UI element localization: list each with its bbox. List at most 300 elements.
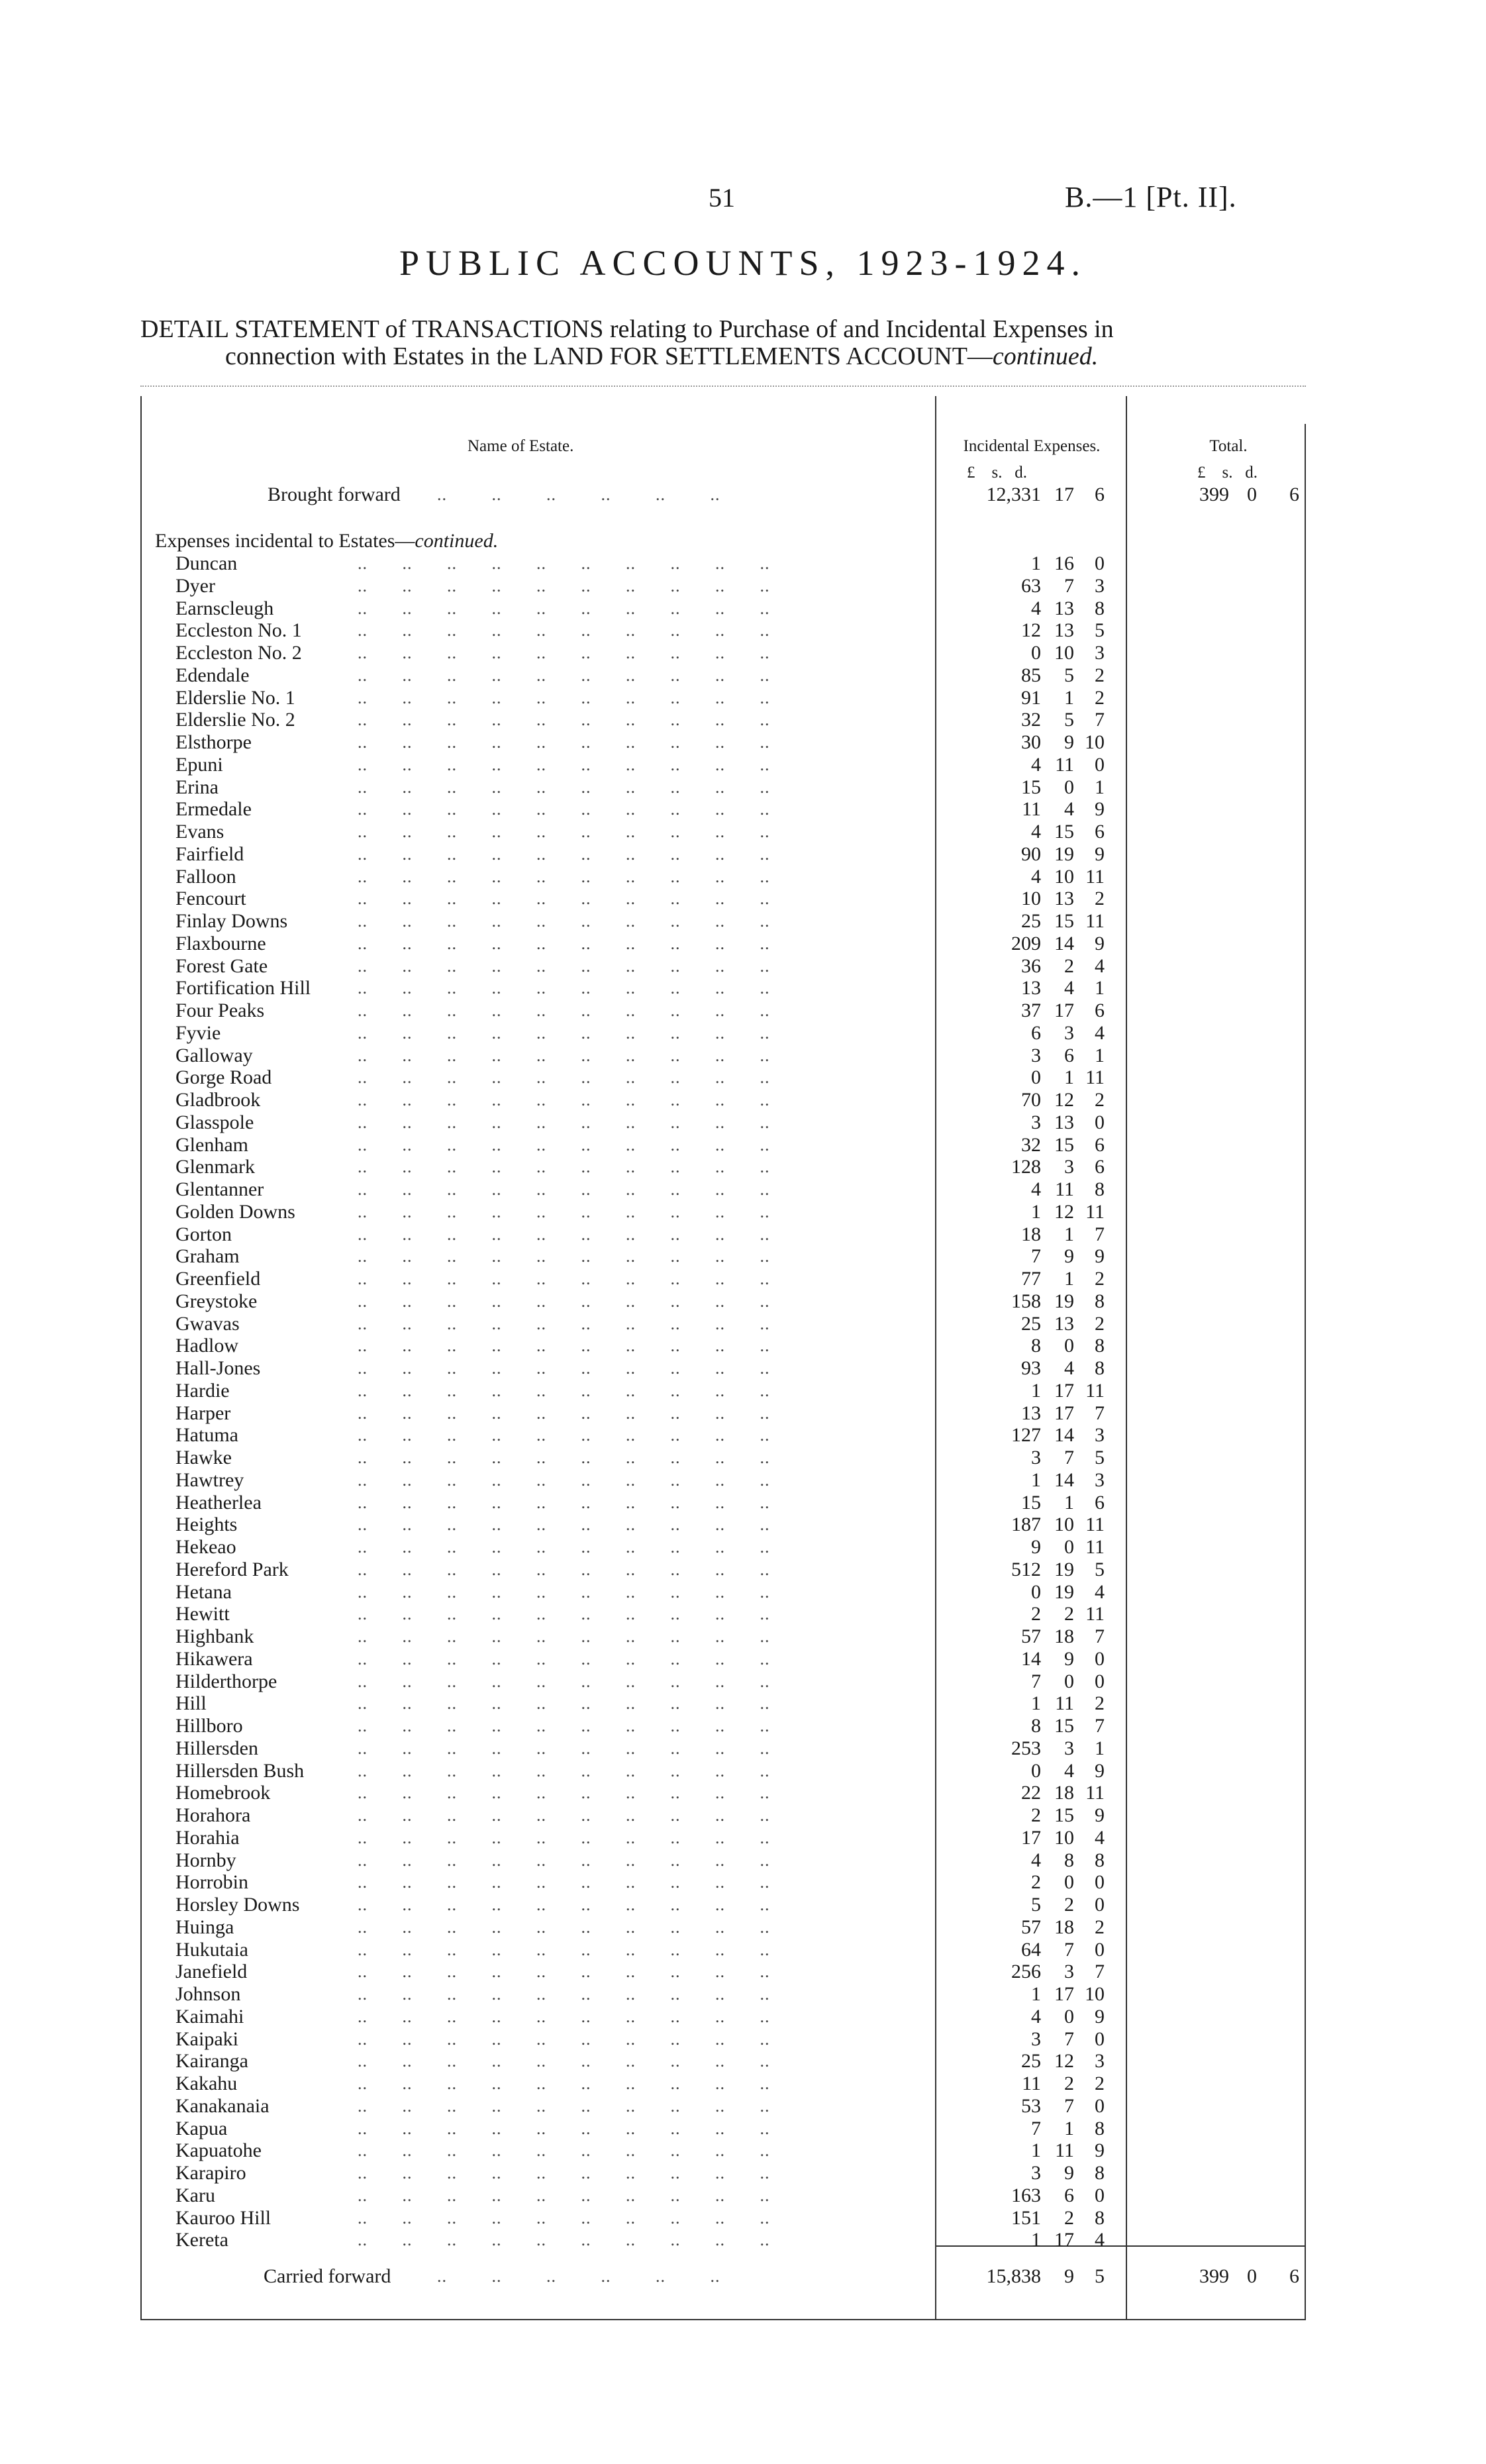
- incidental-pounds: 30: [1021, 731, 1041, 753]
- table-row: [0, 1961, 1486, 1982]
- incidental-shillings: 18: [1054, 1782, 1074, 1804]
- estate-name: Glasspole: [175, 1111, 254, 1133]
- table-row: [0, 1469, 1486, 1491]
- incidental-pounds: 12: [1021, 619, 1041, 642]
- estate-name: Highbank: [175, 1625, 254, 1647]
- incidental-shillings: 4: [1064, 798, 1074, 821]
- section-heading-italic: continued.: [415, 530, 499, 552]
- estate-name: Elderslie No. 1: [175, 686, 295, 709]
- leader-dots: .. .. .. .. .. .. .. .. .. ..: [358, 933, 770, 953]
- leader-dots: .. .. .. .. .. .. .. .. .. ..: [358, 1291, 770, 1311]
- estate-name: Finlay Downs: [175, 910, 288, 932]
- leader-dots: .. .. .. .. .. .. .. .. .. ..: [358, 1716, 770, 1735]
- incidental-pence: 0: [1095, 1894, 1105, 1916]
- incidental-pounds: 7: [1031, 1670, 1041, 1692]
- incidental-shillings: 17: [1054, 1402, 1074, 1424]
- table-row: [0, 1536, 1486, 1558]
- incidental-shillings: 14: [1054, 932, 1074, 954]
- leader-dots: .. .. .. .. .. .. .. .. .. ..: [358, 2141, 770, 2161]
- incidental-pounds: 25: [1021, 2050, 1041, 2073]
- estate-name: Glenmark: [175, 1156, 255, 1178]
- leader-dots: .. .. .. .. .. .. .. .. .. ..: [358, 1001, 770, 1020]
- page-title: PUBLIC ACCOUNTS, 1923-1924.: [399, 243, 1087, 283]
- incidental-shillings: 14: [1054, 1468, 1074, 1491]
- carried-forward-total-pounds: 399: [1199, 2265, 1229, 2287]
- leader-dots: .. .. .. .. .. .. .. .. .. ..: [358, 1380, 770, 1400]
- incidental-shillings: 13: [1054, 888, 1074, 910]
- incidental-shillings: 19: [1054, 1290, 1074, 1312]
- table-row: [0, 2050, 1486, 2072]
- leader-dots: .. .. .. .. .. .. .. .. .. ..: [358, 2051, 770, 2071]
- estate-name: Hillersden: [175, 1737, 258, 1759]
- table-row: [0, 1916, 1486, 1938]
- incidental-pounds: 4: [1031, 2005, 1041, 2028]
- estate-name: Heatherlea: [175, 1491, 262, 1514]
- incidental-shillings: 0: [1064, 1670, 1074, 1692]
- incidental-pence: 2: [1095, 1089, 1105, 1111]
- incidental-pence: 2: [1095, 664, 1105, 686]
- incidental-pence: 8: [1095, 2162, 1105, 2184]
- incidental-shillings: 19: [1054, 1580, 1074, 1603]
- leader-dots: .. .. .. .. .. .. .. .. .. ..: [358, 1313, 770, 1333]
- leader-dots: .. .. .. .. .. .. .. .. .. ..: [358, 1135, 770, 1155]
- incidental-pence: 5: [1095, 1558, 1105, 1580]
- document-reference: B.—1 [Pt. II].: [1065, 181, 1237, 213]
- incidental-shillings: 3: [1064, 1156, 1074, 1178]
- table-row: [0, 1380, 1486, 1402]
- incidental-pence: 9: [1095, 1804, 1105, 1826]
- incidental-pence: 6: [1095, 1156, 1105, 1178]
- incidental-pence: 9: [1095, 843, 1105, 865]
- incidental-shillings: 7: [1064, 1938, 1074, 1961]
- incidental-pounds: 11: [1022, 2073, 1041, 2094]
- incidental-pounds: 0: [1031, 1066, 1041, 1089]
- incidental-pence: 1: [1095, 1044, 1105, 1066]
- incidental-pence: 2: [1095, 1268, 1105, 1290]
- incidental-pounds: 3: [1031, 1111, 1041, 1133]
- estate-name: Earnscleugh: [175, 597, 274, 619]
- incidental-pounds: 7: [1031, 1245, 1041, 1268]
- incidental-shillings: 2: [1064, 2206, 1074, 2229]
- incidental-shillings: 11: [1055, 1692, 1074, 1715]
- incidental-pence: 2: [1095, 1916, 1105, 1938]
- estate-name: Glenham: [175, 1133, 248, 1156]
- incidental-pence: 6: [1095, 1133, 1105, 1156]
- estate-name: Hornby: [175, 1849, 236, 1871]
- incidental-pence: 8: [1095, 1335, 1105, 1357]
- incidental-pence: 0: [1095, 1871, 1105, 1894]
- incidental-pounds: 22: [1021, 1782, 1041, 1804]
- leader-dots: .. .. .. .. .. .. .. .. .. ..: [358, 1559, 770, 1579]
- estate-name: Hillboro: [175, 1715, 243, 1737]
- table-row: [0, 821, 1486, 843]
- table-row: [0, 2006, 1486, 2028]
- leader-dots: .. .. .. .. .. .. .. .. .. ..: [358, 911, 770, 931]
- incidental-pence: 7: [1095, 1625, 1105, 1647]
- table-row: [0, 2028, 1486, 2050]
- incidental-pounds: 1: [1031, 1200, 1041, 1223]
- table-row: [0, 866, 1486, 888]
- table-row: [0, 1245, 1486, 1267]
- estate-name: Fencourt: [175, 888, 246, 910]
- incidental-shillings: 15: [1054, 1715, 1074, 1737]
- table-row: [0, 2095, 1486, 2117]
- incidental-shillings: 13: [1054, 1111, 1074, 1133]
- estate-name: Greenfield: [175, 1268, 261, 1290]
- estate-name: Hawtrey: [175, 1468, 244, 1491]
- incidental-pence: 4: [1095, 1580, 1105, 1603]
- estate-name: Kapua: [175, 2117, 228, 2139]
- estate-name: Kereta: [175, 2229, 228, 2251]
- estate-name: Duncan: [175, 552, 238, 574]
- table-row: [0, 1268, 1486, 1290]
- incidental-pence: 6: [1095, 1000, 1105, 1021]
- incidental-shillings: 15: [1054, 821, 1074, 843]
- table-row: [0, 2162, 1486, 2184]
- incidental-pence: 9: [1095, 1759, 1105, 1782]
- incidental-shillings: 4: [1064, 1759, 1074, 1782]
- incidental-pounds: 2: [1031, 1603, 1041, 1625]
- incidental-shillings: 15: [1054, 1133, 1074, 1156]
- incidental-pounds: 25: [1021, 1312, 1041, 1335]
- incidental-pence: 11: [1085, 1782, 1105, 1804]
- incidental-shillings: 1: [1064, 1223, 1074, 1245]
- table-row: [0, 1804, 1486, 1826]
- table-row: [0, 1514, 1486, 1535]
- table-row: [0, 754, 1486, 776]
- incidental-pence: 9: [1095, 932, 1105, 954]
- leader-dots: .. .. .. .. .. .. .. .. .. ..: [358, 1157, 770, 1177]
- table-row: [0, 1603, 1486, 1625]
- leader-dots: .. .. .. .. .. .. .. .. .. ..: [358, 576, 770, 595]
- incidental-pounds: 63: [1021, 574, 1041, 597]
- incidental-shillings: 9: [1064, 731, 1074, 753]
- incidental-pounds: 85: [1021, 664, 1041, 686]
- estate-name: Heights: [175, 1514, 238, 1536]
- incidental-pence: 11: [1085, 1514, 1105, 1536]
- leader-dots: .. .. .. .. .. .. .. .. .. ..: [358, 1515, 770, 1535]
- incidental-pence: 0: [1095, 2184, 1105, 2206]
- incidental-shillings: 1: [1064, 686, 1074, 709]
- leader-dots: .. .. .. .. .. .. .. .. .. ..: [358, 799, 770, 819]
- incidental-pence: 3: [1095, 1468, 1105, 1491]
- table-row: [0, 642, 1486, 664]
- incidental-shillings: 4: [1064, 1357, 1074, 1379]
- table-row: [0, 2229, 1486, 2251]
- incidental-pence: 0: [1095, 552, 1105, 574]
- leader-dots: .. .. .. .. .. .. .. .. .. ..: [358, 1962, 770, 1982]
- estate-name: Hukutaia: [175, 1938, 248, 1961]
- table-row: [0, 619, 1486, 641]
- table-row: [0, 798, 1486, 820]
- leader-dots: .. .. .. .. .. .. .. .. .. ..: [358, 1023, 770, 1043]
- incidental-pounds: 127: [1011, 1424, 1041, 1447]
- table-row: [0, 1134, 1486, 1156]
- incidental-pounds: 9: [1031, 1536, 1041, 1558]
- leader-dots: .. .. .. .. .. .. .. .. .. ..: [358, 1202, 770, 1221]
- leader-dots: .. .. .. .. .. .. .. .. .. ..: [358, 2074, 770, 2093]
- leader-dots: .. .. .. .. .. .. .. .. .. ..: [358, 978, 770, 998]
- estate-name: Hatuma: [175, 1424, 238, 1447]
- carried-forward-shillings: 9: [1064, 2265, 1074, 2287]
- leader-dots: .. .. .. .. .. .. .. .. .. ..: [358, 598, 770, 618]
- column-header-name: Name of Estate.: [468, 437, 574, 455]
- leader-dots: .. .. .. .. .. .. .. .. .. ..: [358, 1045, 770, 1065]
- incidental-shillings: 1: [1064, 1268, 1074, 1290]
- incidental-shillings: 7: [1064, 574, 1074, 597]
- leader-dots: .. .. .. .. .. .. .. .. .. ..: [358, 1627, 770, 1646]
- leader-dots: .. .. .. .. .. .. .. .. .. ..: [358, 1984, 770, 2004]
- incidental-pence: 3: [1095, 574, 1105, 597]
- carried-forward-pounds: 15,838: [986, 2265, 1041, 2287]
- incidental-shillings: 2: [1064, 954, 1074, 977]
- incidental-pounds: 4: [1031, 597, 1041, 619]
- leader-dots: .. .. .. .. .. .. .. .. .. ..: [358, 754, 770, 774]
- subtitle-line-1: DETAIL STATEMENT of TRANSACTIONS relating to Purchase of and Incidental Expenses in: [140, 315, 1114, 343]
- incidental-pounds: 57: [1021, 1916, 1041, 1938]
- estate-name: Horahora: [175, 1804, 251, 1826]
- incidental-pence: 11: [1085, 1379, 1105, 1402]
- estate-name: Gladbrook: [175, 1089, 261, 1111]
- incidental-pounds: 4: [1031, 753, 1041, 776]
- estate-name: Karu: [175, 2184, 215, 2206]
- table-row: [0, 1492, 1486, 1514]
- estate-name: Gwavas: [175, 1312, 240, 1335]
- table-row: [0, 1178, 1486, 1200]
- incidental-shillings: 6: [1064, 1044, 1074, 1066]
- leader-dots: .. .. .. .. .. .. .. .. .. ..: [358, 1247, 770, 1266]
- incidental-pounds: 1: [1031, 1983, 1041, 2005]
- table-row: [0, 1692, 1486, 1714]
- estate-name: Huinga: [175, 1916, 234, 1938]
- leader-dots: .. .. .. .. .. .. .. .. .. ..: [358, 1850, 770, 1870]
- estate-name: Hadlow: [175, 1335, 238, 1357]
- incidental-pounds: 3: [1031, 2028, 1041, 2050]
- incidental-pence: 11: [1085, 1536, 1105, 1558]
- incidental-shillings: 0: [1064, 1871, 1074, 1894]
- incidental-pence: 4: [1095, 2229, 1105, 2251]
- leader-dots: .. .. .. .. .. .. .. .. .. ..: [358, 1806, 770, 1825]
- incidental-pence: 10: [1085, 731, 1105, 753]
- estate-name: Eccleston No. 2: [175, 642, 302, 664]
- table-row: [0, 1871, 1486, 1893]
- leader-dots: .. .. .. .. .. .. .. .. .. ..: [358, 1873, 770, 1892]
- units-incidental: £ s. d.: [967, 464, 1027, 482]
- table-row: [0, 1782, 1486, 1804]
- estate-name: Hardie: [175, 1379, 230, 1402]
- incidental-pounds: 1: [1031, 2229, 1041, 2251]
- estate-name: Horrobin: [175, 1871, 248, 1894]
- estate-name: Hewitt: [175, 1603, 230, 1625]
- incidental-shillings: 13: [1054, 1312, 1074, 1335]
- leader-dots: .. .. .. .. .. .. .. .. .. ..: [358, 1448, 770, 1467]
- incidental-pounds: 57: [1021, 1625, 1041, 1647]
- incidental-pounds: 3: [1031, 2162, 1041, 2184]
- incidental-pounds: 93: [1021, 1357, 1041, 1379]
- incidental-shillings: 11: [1055, 1178, 1074, 1200]
- column-header-total: Total.: [1209, 437, 1248, 455]
- table-row: [0, 1894, 1486, 1916]
- incidental-shillings: 12: [1054, 1089, 1074, 1111]
- leader-dots: .. .. .. .. .. .. .. .. .. ..: [358, 1537, 770, 1557]
- estate-name: Epuni: [175, 753, 223, 776]
- incidental-pounds: 36: [1021, 954, 1041, 977]
- estate-name: Karapiro: [175, 2162, 246, 2184]
- incidental-pounds: 0: [1031, 1759, 1041, 1782]
- incidental-shillings: 15: [1054, 910, 1074, 932]
- leader-dots: .. .. .. .. .. .. .. .. .. ..: [358, 889, 770, 909]
- carried-forward-row: [0, 2265, 1486, 2287]
- incidental-shillings: 19: [1054, 843, 1074, 865]
- incidental-shillings: 5: [1064, 709, 1074, 731]
- leader-dots: .. .. .. .. .. .. .. .. .. ..: [358, 1827, 770, 1847]
- incidental-shillings: 19: [1054, 1558, 1074, 1580]
- estate-name: Hereford Park: [175, 1558, 289, 1580]
- estate-name: Elderslie No. 2: [175, 709, 295, 731]
- incidental-pence: 8: [1095, 1849, 1105, 1871]
- table-row: [0, 1089, 1486, 1111]
- incidental-pounds: 0: [1031, 1580, 1041, 1603]
- brought-forward-pounds: 12,331: [986, 484, 1041, 505]
- leader-dots: .. .. .. .. .. .. .. .. .. ..: [358, 777, 770, 797]
- incidental-pounds: 70: [1021, 1089, 1041, 1111]
- leader-dots: .. .. .. .. .. .. .. .. .. ..: [358, 1895, 770, 1914]
- estate-name: Graham: [175, 1245, 240, 1268]
- incidental-pounds: 1: [1031, 1692, 1041, 1715]
- incidental-pence: 1: [1095, 977, 1105, 1000]
- incidental-shillings: 7: [1064, 1447, 1074, 1468]
- incidental-pounds: 1: [1031, 1379, 1041, 1402]
- incidental-pounds: 18: [1021, 1223, 1041, 1245]
- incidental-pounds: 256: [1011, 1961, 1041, 1983]
- incidental-pounds: 187: [1011, 1514, 1041, 1536]
- incidental-pounds: 8: [1031, 1335, 1041, 1357]
- leader-dots: .. .. .. .. .. .. .. .. .. ..: [358, 1738, 770, 1758]
- incidental-shillings: 0: [1064, 1536, 1074, 1558]
- leader-dots: .. .. .. .. .. .. .. .. .. ..: [358, 688, 770, 707]
- incidental-pounds: 128: [1011, 1156, 1041, 1178]
- incidental-pence: 0: [1095, 1670, 1105, 1692]
- estate-name: Eccleston No. 1: [175, 619, 302, 642]
- incidental-shillings: 10: [1054, 642, 1074, 664]
- incidental-pounds: 77: [1021, 1268, 1041, 1290]
- incidental-pence: 11: [1085, 865, 1105, 888]
- incidental-pence: 1: [1095, 1737, 1105, 1759]
- incidental-pounds: 158: [1011, 1290, 1041, 1312]
- leader-dots: .. .. .. .. .. .. .. .. .. ..: [358, 665, 770, 685]
- leader-dots: .. .. .. .. .. .. .. .. .. ..: [358, 1783, 770, 1803]
- incidental-shillings: 2: [1064, 1894, 1074, 1916]
- brought-forward-pence: 6: [1095, 484, 1105, 505]
- incidental-shillings: 8: [1064, 1849, 1074, 1871]
- estate-name: Hetana: [175, 1580, 232, 1603]
- incidental-pounds: 8: [1031, 1715, 1041, 1737]
- estate-name: Forest Gate: [175, 954, 268, 977]
- incidental-shillings: 10: [1054, 1514, 1074, 1536]
- incidental-shillings: 5: [1064, 664, 1074, 686]
- incidental-pounds: 1: [1031, 2139, 1041, 2162]
- estate-name: Kapuatohe: [175, 2139, 262, 2162]
- incidental-pence: 4: [1095, 1021, 1105, 1044]
- incidental-pence: 2: [1095, 686, 1105, 709]
- table-row: [0, 1022, 1486, 1044]
- section-heading: [155, 530, 498, 552]
- leader-dots: .. .. .. .. .. .. .. .. .. ..: [358, 1649, 770, 1668]
- incidental-shillings: 18: [1054, 1916, 1074, 1938]
- table-row: [0, 2207, 1486, 2229]
- table-row: [0, 1045, 1486, 1066]
- leader-dots: .. .. .. .. .. .. .. .. .. ..: [358, 1403, 770, 1423]
- incidental-pounds: 2: [1031, 1871, 1041, 1894]
- brought-forward-row: [0, 484, 1486, 505]
- incidental-pence: 2: [1095, 888, 1105, 910]
- incidental-shillings: 1: [1064, 2117, 1074, 2139]
- estate-name: Flaxbourne: [175, 932, 266, 954]
- incidental-shillings: 7: [1064, 2094, 1074, 2117]
- incidental-shillings: 3: [1064, 1737, 1074, 1759]
- estate-name: Hekeao: [175, 1536, 236, 1558]
- incidental-pounds: 32: [1021, 709, 1041, 731]
- incidental-shillings: 13: [1054, 619, 1074, 642]
- incidental-shillings: 3: [1064, 1961, 1074, 1983]
- table-row: [0, 1737, 1486, 1759]
- incidental-pence: 8: [1095, 1178, 1105, 1200]
- table-row: [0, 731, 1486, 753]
- incidental-pence: 4: [1095, 1826, 1105, 1849]
- estate-name: Four Peaks: [175, 1000, 265, 1021]
- estate-name: Ermedale: [175, 798, 252, 821]
- incidental-pounds: 17: [1021, 1826, 1041, 1849]
- incidental-pounds: 4: [1031, 865, 1041, 888]
- leader-dots: .. .. .. .. .. .. .. .. .. ..: [358, 1470, 770, 1490]
- incidental-shillings: 10: [1054, 1826, 1074, 1849]
- estate-name: Erina: [175, 776, 219, 798]
- leader-dots: .. .. .. .. .. .. .. .. .. ..: [358, 1359, 770, 1378]
- incidental-pence: 11: [1085, 1200, 1105, 1223]
- table-row: [0, 977, 1486, 999]
- carried-forward-label: Carried forward: [264, 2265, 391, 2287]
- incidental-pounds: 25: [1021, 910, 1041, 932]
- incidental-pence: 4: [1095, 954, 1105, 977]
- incidental-pence: 0: [1095, 2028, 1105, 2050]
- table-row: [0, 2073, 1486, 2094]
- incidental-pounds: 151: [1011, 2206, 1041, 2229]
- leader-dots: .. .. .. .. .. .. .. .. .. ..: [358, 2029, 770, 2049]
- incidental-shillings: 16: [1054, 552, 1074, 574]
- table-row: [0, 1201, 1486, 1223]
- table-row: [0, 687, 1486, 709]
- incidental-pounds: 90: [1021, 843, 1041, 865]
- estate-name: Hawke: [175, 1447, 232, 1468]
- incidental-pence: 3: [1095, 642, 1105, 664]
- incidental-pounds: 13: [1021, 1402, 1041, 1424]
- subtitle-line-2-italic: continued.: [992, 342, 1099, 370]
- leader-dots: .. .. .. .. .. .. .. .. .. ..: [358, 1068, 770, 1088]
- leader-dots: .. .. .. .. .. .. .. .. .. ..: [358, 1425, 770, 1445]
- incidental-pence: 7: [1095, 1961, 1105, 1983]
- estate-name: Evans: [175, 821, 224, 843]
- brought-forward-label: Brought forward: [268, 484, 401, 505]
- incidental-shillings: 18: [1054, 1625, 1074, 1647]
- incidental-shillings: 2: [1064, 1603, 1074, 1625]
- incidental-pounds: 2: [1031, 1804, 1041, 1826]
- table-row: [0, 1066, 1486, 1088]
- incidental-shillings: 0: [1064, 1335, 1074, 1357]
- table-row: [0, 1447, 1486, 1468]
- estate-name: Horahia: [175, 1826, 240, 1849]
- leader-dots: .. .. .. .. .. .. .. .. .. ..: [358, 1694, 770, 1714]
- incidental-pence: 9: [1095, 2139, 1105, 2162]
